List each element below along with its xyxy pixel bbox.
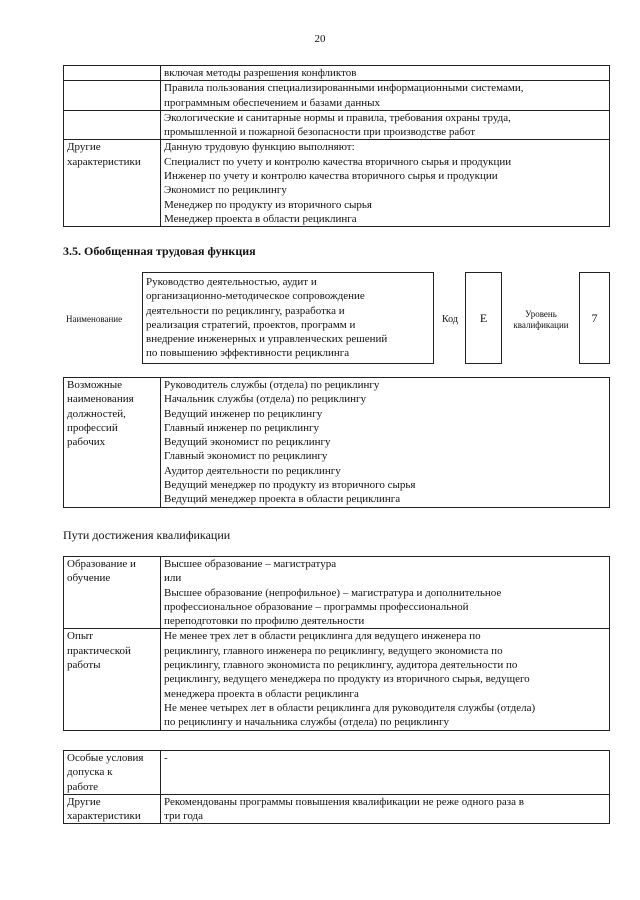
text-line: Данную трудовую функцию выполняют:	[164, 141, 355, 154]
text-line: рециклингу, главного экономиста по рециклингу, аудитора деятельности по	[164, 659, 518, 672]
row-label	[64, 66, 161, 81]
label-line: характеристики	[67, 155, 141, 168]
text-line: Не менее четырех лет в области рециклинга для руководителя службы (отдела)	[164, 701, 536, 714]
name-label: Наименование	[66, 314, 123, 324]
text-line: по рециклингу и начальника службы (отдела) по рециклингу	[164, 716, 450, 729]
label-line: практической	[67, 644, 131, 657]
position-item: Главный инженер по рециклингу	[164, 421, 320, 434]
text-line: рециклингу, ведущего менеджера по продукту из вторичного сырья, ведущего	[164, 673, 530, 686]
function-name-box	[142, 272, 434, 364]
row-content	[161, 81, 610, 111]
text-line: программным обеспечением и базами данных	[164, 96, 381, 109]
label-line: обучение	[67, 572, 111, 585]
row-content	[161, 378, 610, 508]
level-label	[505, 309, 577, 331]
text-line: Высшее образование – магистратура	[164, 558, 337, 570]
row-label	[64, 110, 161, 140]
row-content	[161, 557, 610, 629]
label-line: наименования	[67, 393, 134, 406]
conditions-table	[63, 750, 610, 824]
label-line: Возможные	[67, 379, 122, 391]
level-label-line: Уровень	[525, 309, 557, 319]
row-content	[161, 140, 610, 227]
name-line: по повышению эффективности рециклинга	[146, 347, 350, 360]
text-line: промышленной и пожарной безопасности при производстве работ	[164, 126, 476, 139]
text-line: Менеджер проекта в области рециклинга	[164, 212, 357, 225]
text-line: Инженер по учету и контролю качества вторичного сырья и продукции	[164, 170, 498, 183]
row-label	[64, 140, 161, 227]
level-label-line: квалификации	[513, 320, 569, 330]
label-line: должностей,	[67, 407, 126, 420]
text-line: Рекомендованы программы повышения квалификации не реже одного раза в	[164, 795, 524, 808]
text-line: рециклингу, главного инженера по рециклингу, ведущего экономиста по	[164, 644, 503, 657]
row-label	[64, 378, 161, 508]
code-value-box	[465, 272, 502, 364]
row-label	[64, 751, 161, 795]
name-line: реализация стратегий, проектов, программ и	[146, 318, 356, 331]
position-item: Руководитель службы (отдела) по рециклингу	[164, 379, 380, 391]
label-line: характеристики	[67, 810, 141, 823]
text-line: Специалист по учету и контролю качества вторичного сырья и продукции	[164, 155, 512, 168]
row-label	[64, 557, 161, 629]
label-line: Другие	[67, 141, 101, 154]
row-label	[64, 629, 161, 730]
page-number: 20	[314, 33, 326, 45]
row-content	[161, 66, 610, 81]
label-line: допуска к	[67, 766, 113, 779]
label-line: Образование и	[67, 558, 136, 570]
table-row	[64, 140, 610, 227]
text-line: три года	[164, 810, 203, 823]
position-item: Ведущий инженер по рециклингу	[164, 407, 323, 420]
label-line: Другие	[67, 795, 101, 808]
text-line: переподготовки по профилю деятельности	[164, 615, 365, 628]
row-content	[161, 751, 610, 795]
table-row	[64, 66, 610, 81]
name-line: внедрение инженерных и управленческих решений	[146, 333, 388, 346]
table-row	[64, 794, 610, 824]
label-line: Опыт	[67, 630, 94, 643]
table-row	[64, 81, 610, 111]
text-line: Экологические и санитарные нормы и правила, требования охраны труда,	[164, 111, 511, 124]
label-line: профессий	[67, 421, 118, 434]
text-line: Правила пользования специализированными информационными системами,	[164, 82, 524, 95]
row-label	[64, 81, 161, 111]
table-row	[64, 110, 610, 140]
table-row	[64, 751, 610, 795]
text-line: Высшее образование (непрофильное) – магистратура и дополнительное	[164, 586, 502, 599]
table-row	[64, 378, 610, 508]
text-line: включая методы разрешения конфликтов	[164, 67, 357, 79]
label-line: рабочих	[67, 436, 106, 449]
text-line: Экономист по рециклингу	[164, 184, 287, 197]
label-line: работы	[67, 659, 101, 672]
text-line: профессиональное образование – программы профессиональной	[164, 600, 469, 613]
position-item: Аудитор деятельности по рециклингу	[164, 464, 341, 477]
paths-heading: Пути достижения квалификации	[63, 528, 231, 542]
level-value: 7	[591, 310, 598, 325]
name-line: деятельности по рециклингу, разработка и	[146, 304, 345, 317]
row-label	[64, 794, 161, 824]
position-item: Ведущий менеджер проекта в области рециклинга	[164, 493, 401, 506]
table-row	[64, 629, 610, 730]
text-line: -	[164, 752, 168, 764]
name-line: организационно-методическое сопровождение	[146, 290, 365, 303]
qualification-table	[63, 556, 610, 731]
top-table	[63, 65, 610, 227]
position-item: Ведущий экономист по рециклингу	[164, 436, 331, 449]
name-line: Руководство деятельностью, аудит и	[146, 276, 317, 288]
code-label: Код	[442, 314, 458, 325]
text-line: менеджера проекта в области рециклинга	[164, 687, 359, 700]
section-heading: 3.5. Обобщенная трудовая функция	[63, 244, 256, 258]
text-line: Не менее трех лет в области рециклинга для ведущего инженера по	[164, 630, 481, 643]
row-content	[161, 629, 610, 730]
label-line: Особые условия	[67, 752, 144, 764]
label-line: работе	[67, 780, 99, 793]
code-value: E	[479, 310, 488, 325]
row-content	[161, 794, 610, 824]
text-line: Менеджер по продукту из вторичного сырья	[164, 198, 372, 211]
position-item: Начальник службы (отдела) по рециклингу	[164, 393, 367, 406]
level-value-box	[579, 272, 610, 364]
text-line: или	[164, 572, 182, 585]
table-row	[64, 557, 610, 629]
position-item: Главный экономист по рециклингу	[164, 450, 328, 463]
positions-table	[63, 377, 610, 508]
position-item: Ведущий менеджер по продукту из вторичного сырья	[164, 479, 416, 492]
row-content	[161, 110, 610, 140]
